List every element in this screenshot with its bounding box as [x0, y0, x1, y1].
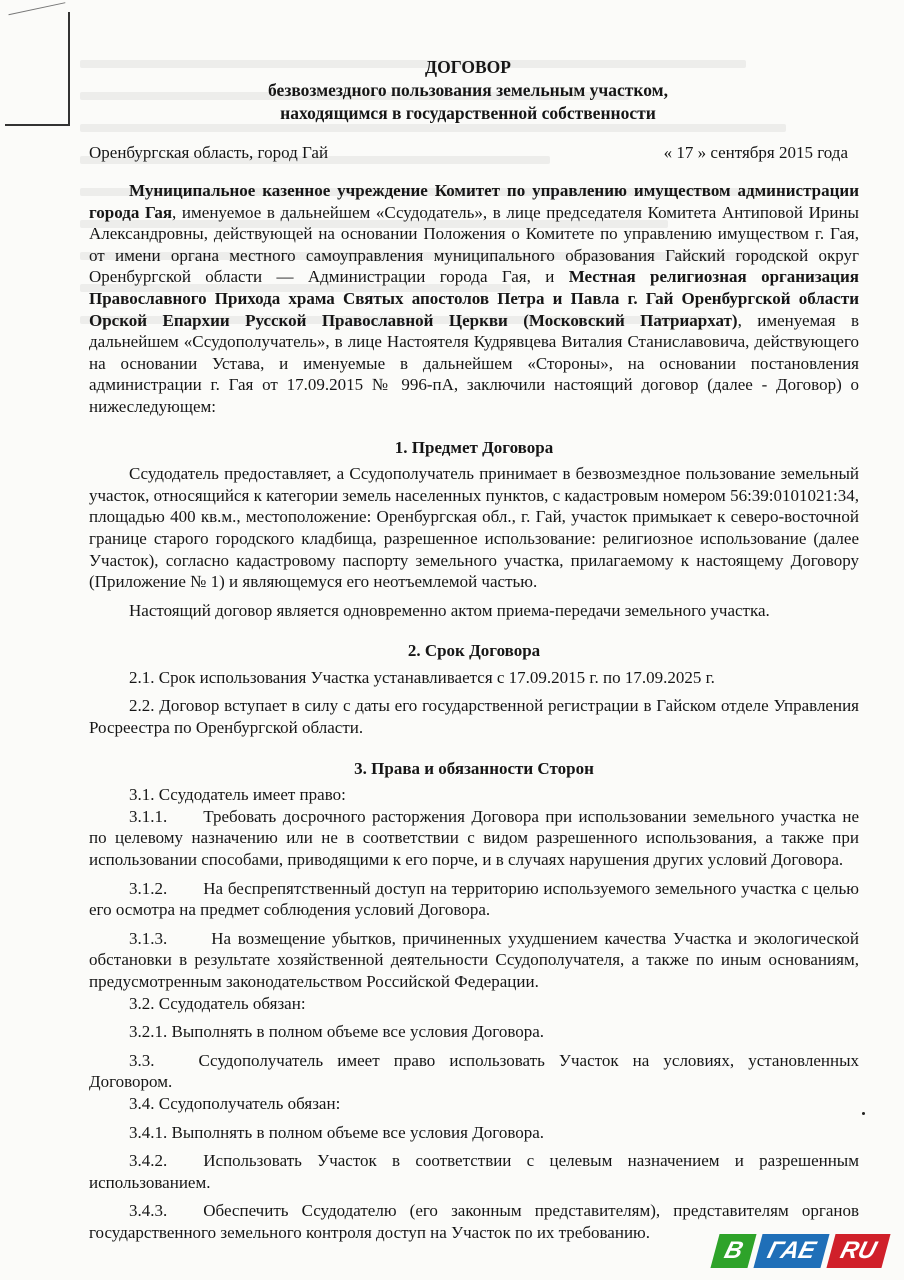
clause-text: Ссудополучатель имеет право использовать Участок на условиях, установленных Договором.	[89, 1050, 859, 1092]
party2-name: Местная религиозная организация Православного Прихода храма Святых апостолов Петра и Павла г. Гай Оренбургской области Орской Епархии Русской Православной Церкви (Московский Патриархат)	[89, 267, 859, 330]
clause-text: Обеспечить Ссудодателю (его законным представителям), представителям органов государственного земельного контроля доступ на Участок по их требованию.	[89, 1201, 859, 1242]
date: « 17 » сентября 2015 года	[663, 143, 848, 162]
clause-3-1: 3.1. Ссудодатель имеет право:	[129, 785, 346, 805]
watermark-logo	[715, 1234, 886, 1268]
clause-2-1: 2.1. Срок использования Участка устанавливается с 17.09.2015 г. по 17.09.2025 г.	[129, 667, 715, 687]
clause-number: 3.1.2.	[129, 878, 168, 898]
section-2-heading: 2. Срок Договора	[407, 641, 541, 661]
clause-text: Требовать досрочного расторжения Договора при использовании земельного участка не по целевому назначению или не в соответствии с видом разрешенного использования, а также при использовании способами, приводящими к его порче, и в случаях нарушения других условий Договора.	[89, 806, 859, 870]
logo-part-ru: RU	[827, 1234, 891, 1268]
clause-3-1-1	[89, 806, 859, 871]
section-1-paragraph-1: Ссудодатель предоставляет, а Ссудополучатель принимает в безвозмездное пользование земельный участок, относящийся к категории земель населенных пунктов, с кадастровым номером 56:39:0101021:34, площадью 400 кв.м., местоположение: Оренбургская обл., г. Гай, участок примыкает к северо-восточной границе старого городского кладбища, разрешенное использование: религиозное использование (далее Участок), согласно кадастровому паспорту земельного участка, прилагаемому к настоящему Договору (Приложение № 1) и являющемуся его неотъемлемой частью.	[89, 464, 859, 592]
clause-3-4-1: 3.4.1. Выполнять в полном объеме все условия Договора.	[129, 1122, 545, 1142]
clause-3-2: 3.2. Ссудодатель обязан:	[129, 993, 306, 1013]
clause-text: На беспрепятственный доступ на территорию используемого земельного участка с целью его осмотра на предмет соблюдения условий Договора.	[89, 878, 859, 920]
place-date-line	[89, 143, 848, 163]
party1-name: Муниципальное казенное учреждение Комитет по управлению имуществом администрации города Гая	[89, 181, 859, 222]
clause-3-3	[89, 1050, 859, 1093]
logo-part-v: В	[711, 1234, 757, 1268]
intro-paragraph	[89, 180, 859, 418]
clause-3-4: 3.4. Ссудополучатель обязан:	[129, 1093, 341, 1113]
clause-3-1-2	[89, 878, 859, 921]
clause-3-2-1: 3.2.1. Выполнять в полном объеме все условия Договора.	[129, 1022, 545, 1042]
clause-number: 3.4.2.	[129, 1151, 168, 1171]
party2-text: , именуемая в дальнейшем «Ссудополучатель», в лице Настоятеля Кудрявцева Виталия Станиславовича, действующего на основании Устава, и именуемые в дальнейшем «Стороны», на основании постановления администрации г. Гая от 17.09.2015 № 996-пА, заключили настоящий договор (далее - Договор) о нижеследующем:	[89, 310, 859, 416]
clause-number: 3.4.3.	[129, 1201, 168, 1221]
clause-text: На возмещение убытков, причиненных ухудшением качества Участка и экологической обстановки в результате хозяйственной деятельности Ссудополучателя, а также по иным основаниям, предусмотренным законодательством Российской Федерации.	[89, 928, 859, 991]
clause-number: 3.1.3.	[129, 928, 168, 948]
clause-text: Использовать Участок в соответствии с целевым назначением и разрешенным использованием.	[89, 1151, 859, 1192]
ink-dot	[862, 1112, 865, 1115]
document-subtitle-1: безвозмездного пользования земельным участком,	[268, 80, 668, 100]
section-1-paragraph-2: Настоящий договор является одновременно актом приема-передачи земельного участка.	[129, 600, 770, 620]
clause-3-4-2	[89, 1150, 859, 1193]
clause-number: 3.3.	[129, 1050, 155, 1070]
document-subtitle-2: находящимся в государственной собственности	[280, 103, 656, 123]
clause-3-1-3	[89, 928, 859, 993]
logo-part-gae: ГАЕ	[754, 1234, 830, 1268]
document-body	[89, 180, 859, 1244]
document-title: ДОГОВОР	[425, 57, 511, 77]
document-title-block	[88, 56, 848, 125]
party1-text: , именуемое в дальнейшем «Ссудодатель», в лице председателя Комитета Антиповой Ирины Александровны, действующей на основании Положения о Комитете по управлению имуществом г. Гая, от имени органа местного самоуправления муниципального образования Гайский городской округ Оренбургской области — Администрации города Гая, и	[89, 202, 859, 287]
clause-number: 3.1.1.	[129, 806, 168, 826]
section-3-heading: 3. Права и обязанности Сторон	[354, 758, 594, 778]
place: Оренбургская область, город Гай	[89, 143, 329, 162]
section-1-heading: 1. Предмет Договора	[394, 437, 554, 457]
clause-2-2: 2.2. Договор вступает в силу с даты его государственной регистрации в Гайском отделе Управления Росреестра по Оренбургской области.	[89, 696, 859, 738]
